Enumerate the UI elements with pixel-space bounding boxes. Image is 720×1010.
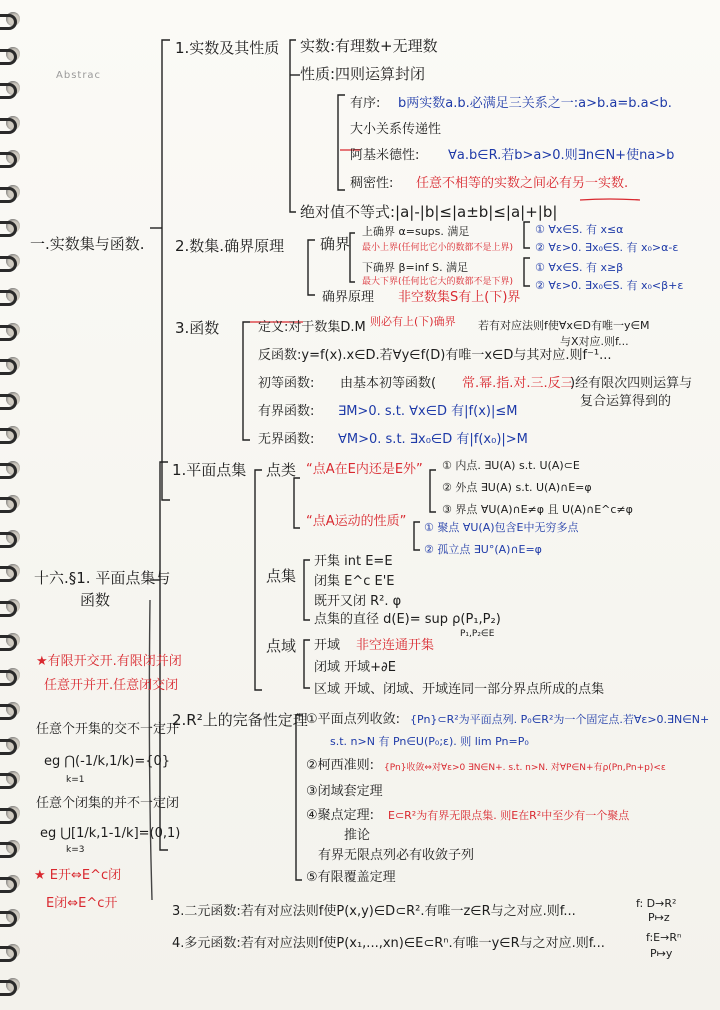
theorem-5-label: ⑤有限覆盖定理 [306, 870, 396, 885]
unbounded-function-label: 无界函数: [258, 432, 315, 447]
real-properties: 性质:四则运算封闭 [300, 65, 426, 83]
plane-point-set-title: 1.平面点集 [172, 461, 247, 479]
margin-note-4-subscript: k=1 [66, 775, 85, 785]
unbounded-function-definition: ∀M>0. s.t. ∃x₀∈D 有|f(x₀)|>M [338, 432, 528, 447]
set-diameter-subscript: P₁,P₂∈E [460, 629, 495, 639]
margin-note-8: E闭⇔E^c开 [46, 896, 118, 911]
theorem-4-corollary: 有界无限点列必有收敛子列 [318, 848, 475, 863]
theorem-2-label: ②柯西准则: [306, 758, 375, 773]
completeness-principle: 确界原理 [322, 290, 375, 305]
archimedean-label: 阿基米德性: [350, 148, 420, 163]
density-definition: 任意不相等的实数之间必有另一实数. [416, 176, 629, 191]
elementary-function-red: 常.幂.指.对.三.反三 [462, 376, 574, 391]
chapter-16-title: 十六.§1. 平面点集与 [34, 569, 171, 587]
theorem-1-label: ①平面点列收敛: [306, 712, 401, 727]
completeness-title: 2.R²上的完备性定理 [172, 711, 308, 729]
bivariate-mapping-2: P↦z [648, 911, 670, 924]
margin-note-5: 任意个闭集的并不一定闭 [36, 796, 180, 811]
multivariate-mapping: f:E→Rⁿ [646, 931, 682, 944]
inf-condition-1: ① ∀x∈S. 有 x≥β [535, 261, 624, 274]
section-2-title: 2.数集.确界原理 [175, 237, 285, 255]
margin-note-7: ★ E开⇔E^c闭 [34, 868, 122, 883]
supremum-note: 最小上界(任何比它小的数都不是上界) [362, 243, 514, 253]
margin-note-2: 任意开并开.任意闭交闭 [44, 678, 179, 693]
theorem-4-label: ④聚点定理: [306, 808, 375, 823]
order-definition: b两实数a.b.必满足三关系之一:a>b.a=b.a<b. [398, 96, 672, 111]
transitivity: 大小关系传递性 [350, 122, 442, 137]
theorem-3-label: ③闭域套定理 [306, 784, 383, 799]
section-3-title: 3.函数 [175, 319, 220, 337]
order-label: 有序: [350, 96, 381, 111]
multivariate-function: 4.多元函数:若有对应法则f使P(x₁,...,xn)∈E⊂Rⁿ.有唯一y∈R与之对应.则f... [172, 936, 605, 951]
elementary-function-label: 初等函数: [258, 376, 315, 391]
open-domain: 开域 [314, 638, 341, 653]
theorem-2-definition: {Pn}收敛⇔对∀ε>0 ∃N∈N+. s.t. n>N. 对∀P∈N+有ρ(Pn,Pn+p)<ε [384, 763, 666, 773]
point-set-label: 点集 [266, 567, 297, 585]
sup-condition-1: ① ∀x∈S. 有 x≤α [535, 223, 624, 236]
bounded-function-definition: ∃M>0. s.t. ∀x∈D 有|f(x)|≤M [338, 404, 518, 419]
isolated-point: ② 孤立点 ∃U°(A)∩E=φ [424, 543, 542, 556]
bivariate-mapping: f: D→R² [636, 897, 677, 910]
supremum-label: 确界 [320, 235, 351, 253]
margin-note-6: eg ⋃[1/k,1-1/k]=(0,1) [40, 826, 181, 841]
real-numbers: 实数:有理数+无理数 [300, 37, 438, 55]
elementary-function-tail: )经有限次四则运算与 [570, 376, 693, 391]
accumulation-point: ① 聚点 ∀U(A)包含E中无穷多点 [424, 521, 579, 534]
absolute-inequality: 绝对值不等式:|a|-|b|≤|a±b|≤|a|+|b| [300, 203, 558, 221]
density-label: 稠密性: [350, 176, 394, 191]
archimedean-definition: ∀a.b∈R.若b>a>0.则∃n∈N+使na>b [448, 148, 675, 163]
sup-condition-2: ② ∀ε>0. ∃x₀∈S. 有 x₀>α-ε [535, 241, 679, 254]
chapter-16-title-2: 函数 [80, 591, 111, 609]
principle-definition: 非空数集S有上(下)界 [398, 290, 521, 305]
bounded-function-label: 有界函数: [258, 404, 315, 419]
margin-note-1: ★有限开交开.有限闭并闭 [36, 654, 182, 669]
supremum-definition: 上确界 α=sups. 满足 [362, 225, 470, 238]
theorem-1-definition-2: s.t. n>N 有 Pn∈U(P₀;ε). 则 lim Pn=P₀ [330, 735, 529, 748]
exterior-point: ② 外点 ∃U(A) s.t. U(A)∩E=φ [442, 481, 592, 494]
set-diameter: 点集的直径 d(E)= sup ρ(P₁,P₂) [314, 612, 501, 627]
open-set: 开集 int E=E [314, 554, 393, 569]
clopen-set: 既开又闭 R². φ [314, 594, 402, 609]
theorem-1-definition: {Pn}⊂R²为平面点列. P₀∈R²为一个固定点.若∀ε>0.∃N∈N+ [410, 713, 710, 726]
infimum-note: 最大下界(任何比它大的数都不是下界) [362, 277, 514, 287]
closed-domain: 闭域 开域+∂E [314, 660, 396, 675]
multivariate-mapping-2: P↦y [650, 947, 673, 960]
inverse-function: 反函数:y=f(x).x∈D.若∀y∈f(D)有唯一x∈D与其对应.则f⁻¹... [258, 348, 612, 363]
domain-label: 点域 [266, 637, 297, 655]
boundary-point: ③ 界点 ∀U(A)∩E≠φ 且 U(A)∩E^c≠φ [442, 503, 633, 516]
infimum-definition: 下确界 β=inf S. 满足 [362, 261, 469, 274]
inf-condition-2: ② ∀ε>0. ∃x₀∈S. 有 x₀<β+ε [535, 279, 684, 292]
function-definition-tail-2: 与X对应.则f... [560, 335, 629, 348]
elementary-function-definition: 由基本初等函数( [340, 376, 437, 391]
margin-note-4: eg ⋂(-1/k,1/k)={0} [44, 754, 171, 769]
point-class-label: 点类 [266, 461, 297, 479]
point-class-question: “点A在E内还是E外” [306, 462, 423, 477]
margin-note-3: 任意个开集的交不一定开 [36, 722, 180, 737]
section-1-title: 1.实数及其性质 [175, 39, 280, 57]
theorem-4-definition: E⊂R²为有界无限点集. 则E在R²中至少有一个聚点 [388, 809, 630, 822]
chapter-1-title: 一.实数集与函数. [30, 235, 145, 253]
function-definition: 定义:对于数集D.M [258, 320, 366, 335]
point-motion-question: “点A运动的性质” [306, 514, 407, 529]
watermark: Abstrac [56, 70, 102, 81]
interior-point: ① 内点. ∃U(A) s.t. U(A)⊂E [442, 459, 580, 472]
bivariate-function: 3.二元函数:若有对应法则f使P(x,y)∈D⊂R².有唯一z∈R与之对应.则f... [172, 904, 576, 919]
function-definition-tail: 若有对应法则f使∀x∈D有唯一y∈M [478, 319, 650, 332]
margin-note-6-subscript: k=3 [66, 845, 85, 855]
function-definition-red: 则必有上(下)确界 [370, 315, 456, 328]
elementary-function-tail-2: 复合运算得到的 [580, 394, 672, 409]
region: 区域 开域、闭域、开域连同一部分界点所成的点集 [314, 682, 605, 697]
closed-set: 闭集 E^c E'E [314, 574, 395, 589]
open-domain-definition: 非空连通开集 [356, 638, 435, 653]
theorem-4-corollary-label: 推论 [344, 828, 371, 843]
